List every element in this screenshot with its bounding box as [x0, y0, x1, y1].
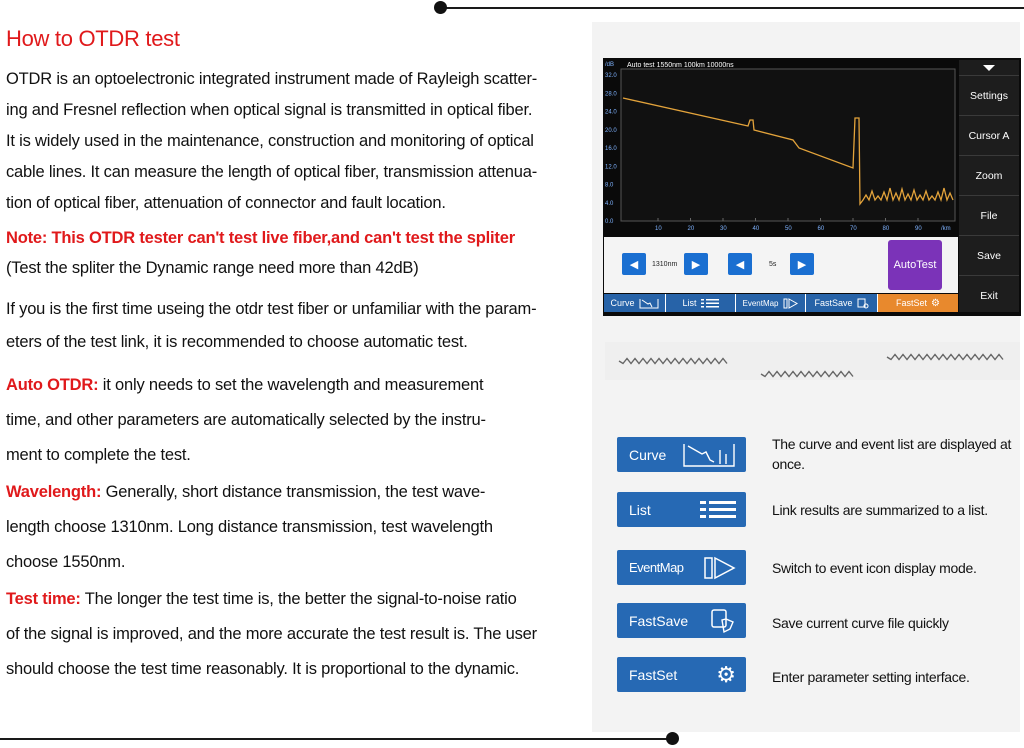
first-time-line: If you is the first time useing the otdr test fiber or unfamiliar with the param- — [6, 300, 537, 318]
tab-fastsave[interactable] — [806, 294, 878, 312]
y-tick-label: 12.0 — [605, 164, 617, 171]
x-tick-label: 50 — [785, 226, 792, 232]
tab-list[interactable] — [666, 294, 736, 312]
time-value: 5s — [769, 261, 777, 268]
settings-button[interactable]: Settings — [959, 76, 1019, 116]
tab-label: List — [682, 298, 697, 308]
first-time-line: eters of the test link, it is recommended to choose automatic test. — [6, 333, 468, 351]
y-tick-label: 8.0 — [605, 182, 614, 189]
legend-button-label: FastSave — [629, 612, 689, 629]
legend-curve-desc: The curve and event list are displayed at once. — [772, 436, 1012, 472]
test-time-line: should choose the test time reasonably. It is proportional to the dynamic. — [6, 660, 520, 678]
page-title: How to OTDR test — [6, 26, 180, 51]
legend-button-label: Curve — [629, 446, 667, 463]
y-tick-label: 16.0 — [605, 146, 617, 152]
eventmap-icon — [783, 298, 799, 309]
otdr-trace-plot — [603, 58, 957, 235]
test-time-line: of the signal is improved, and the more accurate the test result is. The user — [6, 625, 537, 643]
wavelength-line: Generally, short distance transmission, the test wave- — [101, 483, 486, 501]
tab-label: FastSet — [896, 298, 928, 308]
wavelength-label: Wavelength: — [6, 483, 102, 501]
chevron-down-icon — [982, 64, 996, 72]
legend-fastsave-desc: Save current curve file quickly — [772, 615, 949, 631]
list-icon — [701, 298, 719, 308]
wavy-lines — [605, 342, 1020, 380]
x-tick-label: 60 — [817, 226, 825, 232]
auto-otdr-line: it only needs to set the wavelength and measurement — [98, 376, 484, 394]
test-controls — [604, 237, 958, 293]
y-tick-label: 28.0 — [605, 91, 617, 98]
article-text — [6, 26, 586, 691]
first-time-paragraph — [6, 291, 586, 358]
note-warning: Note: This OTDR tester can't test live fiber,and can't test the spliter — [6, 229, 515, 247]
save-button[interactable]: Save — [959, 236, 1019, 276]
otdr-screen — [603, 58, 1021, 316]
time-next-button[interactable]: ▶ — [790, 253, 814, 275]
x-tick-label: 20 — [687, 226, 695, 232]
exit-button[interactable]: Exit — [980, 290, 998, 302]
x-tick-label: 10 — [655, 226, 662, 232]
intro-line: It is widely used in the maintenance, construction and monitoring of optical — [6, 132, 534, 150]
bottom-divider-dot — [666, 732, 679, 745]
autotest-button[interactable]: AutoTest — [888, 240, 942, 290]
curve-icon — [639, 298, 659, 309]
list-icon — [700, 499, 736, 521]
tab-label: EventMap — [742, 298, 779, 308]
wavelength-line: choose 1550nm. — [6, 553, 126, 571]
eventmap-icon — [704, 555, 736, 581]
intro-line: OTDR is an optoelectronic integrated instrument made of Rayleigh scatter- — [6, 70, 538, 88]
legend-button-label: FastSet — [629, 666, 678, 683]
wavelength-next-button[interactable]: ▶ — [684, 253, 708, 275]
x-tick-label: 90 — [915, 226, 922, 232]
tab-curve[interactable] — [604, 294, 666, 312]
top-divider-dot — [434, 1, 447, 14]
auto-otdr-line: ment to complete the test. — [6, 446, 191, 464]
auto-otdr-label: Auto OTDR: — [6, 376, 99, 394]
legend-fastset-desc: Enter parameter setting interface. — [772, 669, 970, 685]
y-tick-label: 32.0 — [605, 73, 617, 79]
x-tick-label: 70 — [850, 226, 857, 232]
auto-otdr-paragraph — [6, 368, 586, 473]
wavelength-value: 1310nm — [652, 261, 678, 268]
tab-label: Curve — [610, 298, 635, 308]
cursor-a-button[interactable]: Cursor A — [959, 116, 1019, 156]
device-tabs — [604, 294, 958, 312]
legend-curve-button[interactable] — [617, 437, 746, 472]
legend-fastsave-button[interactable] — [617, 603, 746, 638]
y-tick-label: 0.0 — [605, 219, 614, 225]
device-sidebar — [959, 60, 1019, 312]
legend-eventmap-desc: Switch to event icon display mode. — [772, 560, 977, 576]
bottom-divider — [0, 738, 672, 740]
note-subtext: (Test the spliter the Dynamic range need more than 42dB) — [6, 259, 419, 277]
legend-list-button[interactable] — [617, 492, 746, 527]
y-tick-label: 4.0 — [605, 200, 614, 207]
intro-line: tion of optical fiber, attenuation of connector and fault location. — [6, 194, 446, 212]
top-divider — [440, 7, 1024, 9]
test-time-line: The longer the test time is, the better the signal-to-noise ratio — [80, 590, 517, 608]
y-unit: /dB — [605, 62, 615, 68]
fastsave-icon — [710, 608, 736, 634]
y-tick-label: 24.0 — [605, 109, 617, 116]
gear-icon: ⚙ — [716, 661, 736, 687]
intro-paragraph — [6, 64, 586, 219]
x-tick-label: 40 — [752, 226, 760, 232]
wavelength-prev-button[interactable]: ◀ — [622, 253, 646, 275]
wave-decoration — [605, 342, 1020, 380]
tab-label: FastSave — [814, 298, 853, 308]
intro-line: cable lines. It can measure the length of optical fiber, transmission attenua- — [6, 163, 538, 181]
intro-line: ing and Fresnel reflection when optical signal is transmitted in optical fiber. — [6, 101, 533, 119]
test-time-paragraph — [6, 582, 586, 687]
legend-eventmap-button[interactable] — [617, 550, 746, 585]
test-time-label: Test time: — [6, 590, 81, 608]
time-prev-button[interactable]: ◀ — [728, 253, 752, 275]
zoom-button[interactable]: Zoom — [959, 156, 1019, 196]
wavelength-paragraph — [6, 475, 586, 580]
curve-icon — [682, 442, 736, 468]
x-unit: /km — [941, 226, 951, 232]
wavelength-line: length choose 1310nm. Long distance transmission, test wavelength — [6, 518, 493, 536]
trace-chart — [603, 58, 957, 235]
y-tick-label: 20.0 — [605, 127, 617, 134]
legend-button-label: List — [629, 501, 651, 518]
auto-otdr-line: time, and other parameters are automatically selected by the instru- — [6, 411, 486, 429]
fastsave-icon — [857, 298, 869, 309]
tab-eventmap[interactable] — [736, 294, 806, 312]
legend-fastset-button[interactable] — [617, 657, 746, 692]
gear-icon: ⚙ — [931, 297, 940, 309]
x-tick-label: 80 — [882, 226, 890, 232]
file-button[interactable]: File — [959, 196, 1019, 236]
x-tick-label: 30 — [720, 226, 727, 232]
tab-fastset[interactable] — [878, 294, 958, 312]
legend-list-desc: Link results are summarized to a list. — [772, 502, 988, 518]
status-text: Auto test 1550nm 100km 10000ns — [627, 62, 734, 69]
sidebar-collapse[interactable] — [959, 60, 1019, 76]
legend-button-label: EventMap — [629, 560, 684, 575]
